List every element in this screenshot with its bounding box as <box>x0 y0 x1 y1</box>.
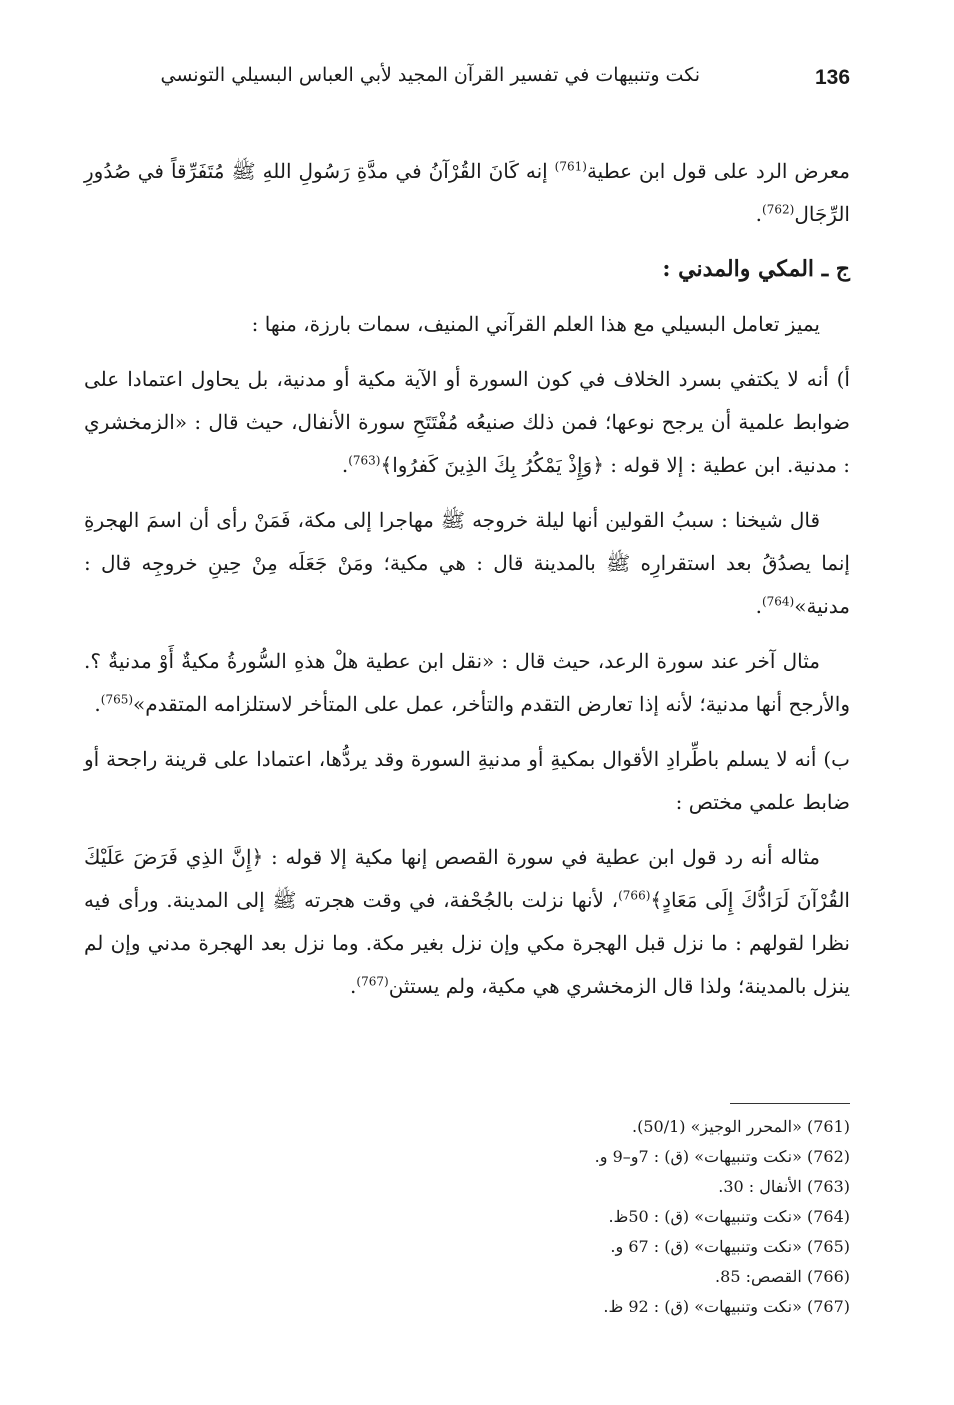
footnote-item: (762) «نكت وتنبيهات» (ق) : 7و–9 و. <box>594 1147 850 1166</box>
footnote-ref: (765) <box>100 692 134 707</box>
paragraph: ب) أنه لا يسلم باطِّرادِ الأقوال بمكيةِ أو مدنيةِ السورة وقد يردُّها، اعتمادا على قرينة راجحة أو ضابط علمي مختص : <box>84 747 850 814</box>
footnote-ref: (767) <box>356 974 389 989</box>
footnote-ref: (762) <box>762 202 795 217</box>
page-header <box>150 62 850 102</box>
paragraph: يميز تعامل البسيلي مع هذا العلم القرآني المنيف، سمات بارزة، منها : <box>251 312 820 336</box>
paragraph-intro: معرض الرد على قول ابن عطية$^{(761)}$ إنه كَانَ القُرْآنُ في مدَّةِ رَسُولِ اللهِ ﷺ مُتَفَرِّقاً في صُدُورِ الرِّجَال$^{(762)}$. <box>84 159 850 226</box>
paragraph: قال شيخنا : سببُ القولين أنها ليلة خروجه ﷺ مهاجرا إلى مكة، فَمَنْ رأى أن اسمَ الهجرةِ إنما يصدُقُ بعد استقرارِه ﷺ بالمدينة قال : هي مكية؛ ومَنْ جَعَلَه مِنْ حِينِ خروجِه قال : مدنية»$^{(764)}$. <box>84 508 850 618</box>
paragraph: أ) أنه لا يكتفي بسرد الخلاف في كون السورة أو الآية مكية أو مدنية، بل يحاول اعتمادا على ضوابط علمية أن يرجح نوعها؛ فمن ذلك صنيعُه مُفْتَتَحِ سورة الأنفال، حيث قال : «الزمخشري : مدنية. ابن عطية : إلا قوله : ﴿وَإِذْ يَمْكُرُ بِكَ الذِينَ كَفرُوا﴾$^{(763)}$. <box>84 367 850 477</box>
footnote-item: (761) «المحرر الوجيز» (50/1). <box>632 1117 850 1136</box>
paragraph: مثاله أنه رد قول ابن عطية في سورة القصص إنها مكية إلا قوله : ﴿إِنَّ الذِي فَرَضَ عَلَيْكَ القُرْآنَ لَرَادُّكَ إِلَى مَعَادٍ﴾$^{(766)}$، لأنها نزلت بالجُحْفة، في وقت هجرته ﷺ إلى المدينة. ورأى فيه نظرا لقولهم : ما نزل قبل الهجرة مكي وإن نزل بغير مكة. وما نزل بعد الهجرة مدني وإن لم ينزل بالمدينة؛ ولذا قال الزمخشري هي مكية، ولم يستثن$^{(767)}$. <box>84 845 850 998</box>
footnote-ref: (763) <box>348 453 381 468</box>
footnote-ref: (766) <box>618 888 651 903</box>
running-title: نكت وتنبيهات في تفسير القرآن المجيد لأبي العباس البسيلي التونسي <box>160 64 700 86</box>
section-heading: ج ـ المكي والمدني : <box>662 256 850 282</box>
footnote-divider <box>730 1103 850 1104</box>
footnote-ref: (764) <box>761 594 795 609</box>
main-text <box>84 150 850 1020</box>
footnote-item: (766) القصص: 85. <box>715 1267 850 1286</box>
page-number: 136 <box>815 66 851 89</box>
footnote-item: (767) «نكت وتنبيهات» (ق) : 92 ظ. <box>603 1297 850 1316</box>
footnote-item: (763) الأنفال : 30. <box>718 1177 850 1196</box>
footnotes <box>420 1112 850 1322</box>
footnote-ref: (761) <box>554 159 587 174</box>
paragraph: مثال آخر عند سورة الرعد، حيث قال : «نقل ابن عطية هلْ هذهِ السُّورةُ مكيةٌ أَوْ مدنيةٌ ؟. والأرجح أنها مدنية؛ لأنه إذا تعارض التقدم والتأخر، عمل على المتأخر لاستلزامه المتقدم»$^{(765)}$. <box>84 649 850 716</box>
footnote-item: (765) «نكت وتنبيهات» (ق) : 67 و. <box>610 1237 850 1256</box>
footnote-item: (764) «نكت وتنبيهات» (ق) : 50ظ. <box>608 1207 850 1226</box>
